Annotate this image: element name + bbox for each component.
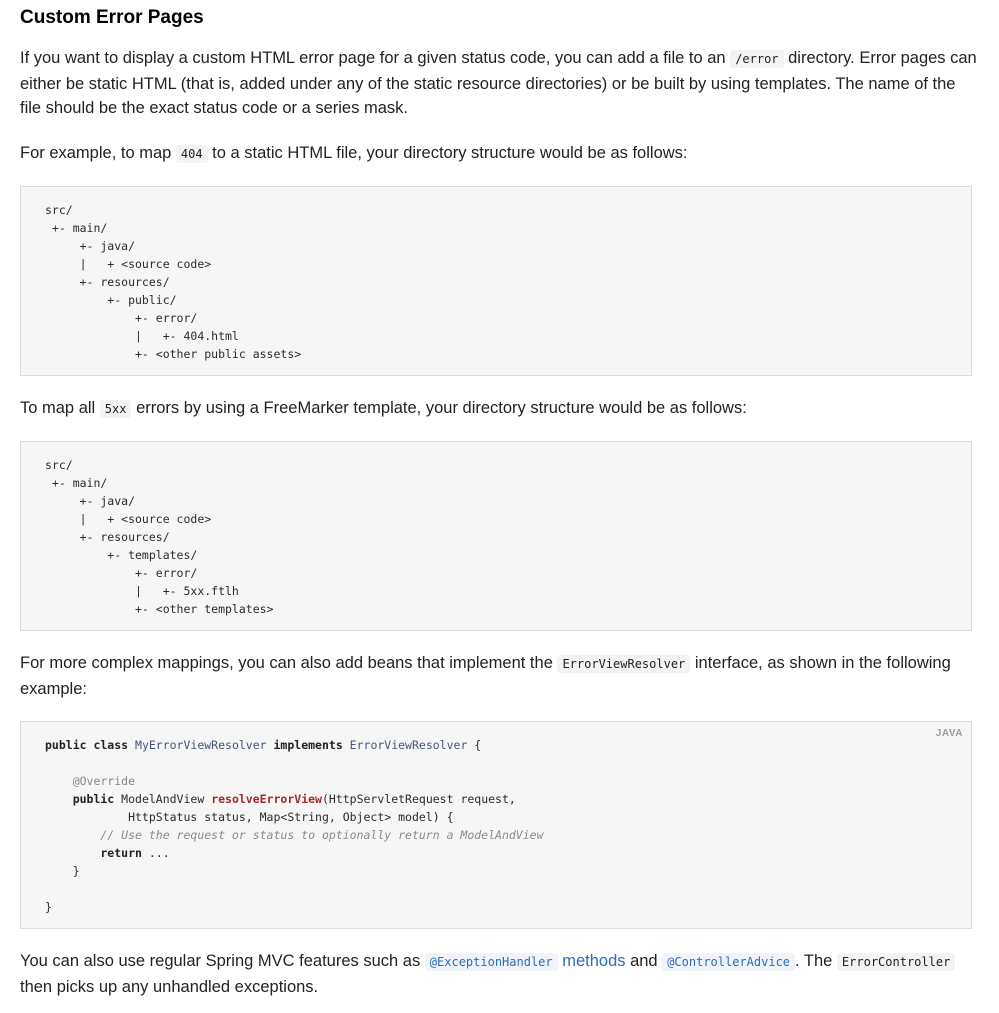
intro-paragraph	[20, 46, 978, 121]
spring-mvc-text-start: You can also use regular Spring MVC features such as	[20, 952, 425, 970]
intro-text-end: directory. Error pages can either be static HTML (that is, added under any of the static resource directories) or be built by using templates. The name of the file should be the exact status code or a series mask.	[20, 49, 977, 117]
example-404-text-end: to a static HTML file, your directory structure would be as follows:	[207, 144, 688, 162]
tree-templates-text: src/ +- main/ +- java/ | + <source code> +- resources/ +- templates/ +- error/ | +- 5xx.ftlh +- <other templates>	[45, 458, 274, 616]
class-open-brace: {	[467, 738, 482, 752]
keyword-public: public	[45, 792, 122, 806]
example-404-text-start: For example, to map	[20, 144, 176, 162]
interface-name: ErrorViewResolver	[349, 738, 468, 752]
code-comment: // Use the request or status to optionally return a ModelAndView	[45, 828, 544, 842]
method-name: resolveErrorView	[211, 792, 322, 806]
language-badge: JAVA	[935, 728, 963, 739]
resolver-paragraph	[20, 651, 978, 701]
method-params-1: (HttpServletRequest request,	[321, 792, 516, 806]
method-close-brace: }	[45, 864, 80, 878]
resolver-text-start: For more complex mappings, you can also add beans that implement the	[20, 654, 558, 672]
code-404: 404	[176, 145, 208, 163]
keyword-return: return	[45, 846, 142, 860]
class-name: MyErrorViewResolver	[135, 738, 267, 752]
keyword-public-class: public class	[45, 738, 136, 752]
tree-static-text: src/ +- main/ +- java/ | + <source code> +- resources/ +- public/ +- error/ | +- 404.html +- <other public assets>	[45, 203, 302, 361]
directory-tree-templates	[20, 441, 972, 631]
example-404-paragraph	[20, 141, 978, 167]
method-params-2: HttpStatus status, Map<String, Object> model) {	[45, 810, 454, 824]
keyword-implements: implements	[266, 738, 350, 752]
exception-handler-link[interactable]: @ExceptionHandler	[425, 953, 558, 971]
class-close-brace: }	[45, 900, 52, 914]
the-text: . The	[795, 952, 837, 970]
resolver-text-end: interface, as shown in the following example:	[20, 654, 951, 698]
java-code-block	[20, 721, 972, 929]
error-view-resolver-code: ErrorViewResolver	[557, 655, 690, 673]
return-ellipsis: ...	[141, 846, 170, 860]
return-type: ModelAndView	[121, 792, 212, 806]
directory-tree-static	[20, 186, 972, 376]
controller-advice-link[interactable]: @ControllerAdvice	[662, 953, 795, 971]
example-5xx-paragraph	[20, 396, 978, 422]
spring-mvc-paragraph	[20, 949, 978, 999]
example-5xx-text-end: errors by using a FreeMarker template, your directory structure would be as follows:	[131, 399, 747, 417]
java-code	[45, 736, 544, 916]
code-5xx: 5xx	[100, 400, 132, 418]
and-text: and	[625, 952, 663, 970]
methods-link[interactable]: methods	[557, 952, 626, 970]
example-5xx-text-start: To map all	[20, 399, 100, 417]
error-controller-code: ErrorController	[837, 953, 955, 971]
intro-text-start: If you want to display a custom HTML error page for a given status code, you can add a file to an	[20, 49, 731, 67]
page-title: Custom Error Pages	[20, 7, 204, 28]
spring-mvc-text-end: then picks up any unhandled exceptions.	[20, 977, 319, 996]
override-annotation: @Override	[45, 774, 136, 788]
error-dir-code: /error	[730, 50, 783, 68]
